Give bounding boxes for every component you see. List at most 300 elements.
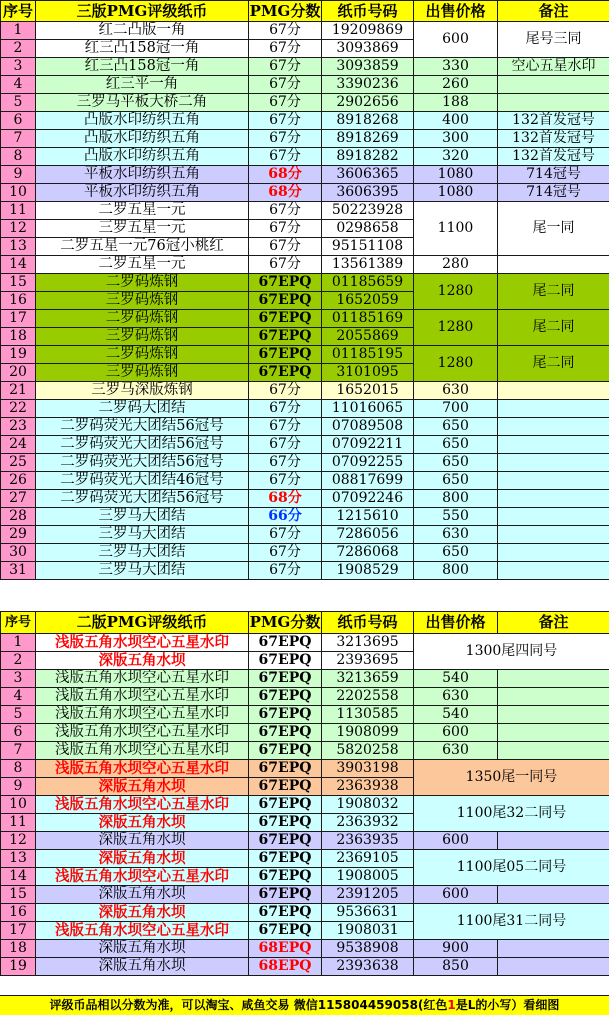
serial-number: 5820258 — [322, 742, 414, 760]
serial-number: 8918269 — [322, 130, 414, 148]
note-name: 凸版水印纺织五角 — [36, 112, 249, 130]
table-row — [1, 724, 609, 742]
serial-number: 95151108 — [322, 238, 414, 256]
sale-price: 1080 — [414, 184, 498, 202]
note-name: 深版五角水坝 — [36, 814, 249, 832]
pmg-score: 67分 — [249, 76, 322, 94]
table-row — [1, 22, 609, 40]
note-name: 二罗码炼钢 — [36, 274, 249, 292]
pmg-score: 68分 — [249, 184, 322, 202]
serial-number: 2369105 — [322, 850, 414, 868]
note-name: 二罗五星一元76冠小桃红 — [36, 238, 249, 256]
serial-number: 3093869 — [322, 40, 414, 58]
note-name: 红三凸158冠一角 — [36, 58, 249, 76]
sale-price: 540 — [414, 706, 498, 724]
pmg-score: 67分 — [249, 22, 322, 40]
serial-number: 0298658 — [322, 220, 414, 238]
remark — [498, 490, 609, 508]
row-index: 5 — [1, 706, 36, 724]
row-index: 1 — [1, 22, 36, 40]
pmg-score: 67分 — [249, 220, 322, 238]
serial-number: 1215610 — [322, 508, 414, 526]
serial-number: 2902656 — [322, 94, 414, 112]
sale-price: 1280 — [414, 346, 498, 382]
footer-text-2: 15804459058(红色 — [326, 998, 447, 1012]
note-name: 三罗马大团结 — [36, 544, 249, 562]
remark: 714冠号 — [498, 184, 609, 202]
row-index: 17 — [1, 922, 36, 940]
note-name: 二罗码荧光大团结56冠号 — [36, 454, 249, 472]
table-row — [1, 958, 609, 976]
note-name: 深版五角水坝 — [36, 652, 249, 670]
pmg-score: 67EPQ — [249, 832, 322, 850]
pmg-score: 67EPQ — [249, 814, 322, 832]
note-name: 浅版五角水坝空心五星水印 — [36, 634, 249, 652]
header-price: 出售价格 — [414, 612, 498, 634]
note-name: 深版五角水坝 — [36, 904, 249, 922]
remark — [498, 724, 609, 742]
remark — [498, 256, 609, 274]
sale-price: 540 — [414, 670, 498, 688]
row-index: 14 — [1, 868, 36, 886]
note-name: 二罗码荧光大团结56冠号 — [36, 418, 249, 436]
serial-number: 07092255 — [322, 454, 414, 472]
table-row — [1, 76, 609, 94]
remark — [498, 508, 609, 526]
table-row — [1, 562, 609, 580]
row-index: 3 — [1, 58, 36, 76]
table-row — [1, 274, 609, 292]
sale-price: 650 — [414, 472, 498, 490]
sale-price: 650 — [414, 436, 498, 454]
table-row — [1, 742, 609, 760]
sale-price: 1280 — [414, 310, 498, 346]
pmg-score: 67分 — [249, 418, 322, 436]
pmg-score: 67EPQ — [249, 670, 322, 688]
serial-number: 8918268 — [322, 112, 414, 130]
sale-price: 630 — [414, 742, 498, 760]
footer-text-3: 是L的小写）看细图 — [456, 998, 560, 1012]
pmg-score: 67分 — [249, 436, 322, 454]
row-index: 20 — [1, 364, 36, 382]
table-row — [1, 760, 609, 778]
serial-number: 3093859 — [322, 58, 414, 76]
pmg-score: 68EPQ — [249, 940, 322, 958]
header-index: 序号 — [1, 612, 36, 634]
sale-price: 1280 — [414, 274, 498, 310]
remark — [498, 472, 609, 490]
table-row — [1, 904, 609, 922]
serial-number: 3606365 — [322, 166, 414, 184]
sale-price: 650 — [414, 454, 498, 472]
group-price-remark: 1350尾一同号 — [414, 760, 609, 796]
table-row — [1, 436, 609, 454]
table-row — [1, 148, 609, 166]
table-row — [1, 832, 609, 850]
pmg-score: 67EPQ — [249, 364, 322, 382]
remark — [498, 436, 609, 454]
sale-price: 300 — [414, 130, 498, 148]
group-price-remark: 1100尾31二同号 — [414, 904, 609, 940]
header-remark: 备注 — [498, 1, 609, 22]
table-row — [1, 58, 609, 76]
table-row — [1, 130, 609, 148]
header-serial: 纸币号码 — [322, 1, 414, 22]
table-row — [1, 418, 609, 436]
remark: 空心五星水印 — [498, 58, 609, 76]
row-index: 7 — [1, 742, 36, 760]
note-name: 二罗五星一元 — [36, 202, 249, 220]
serial-number: 2202558 — [322, 688, 414, 706]
row-index: 11 — [1, 814, 36, 832]
remark — [498, 742, 609, 760]
note-name: 浅版五角水坝空心五星水印 — [36, 796, 249, 814]
table-row — [1, 850, 609, 868]
row-index: 8 — [1, 760, 36, 778]
table-row — [1, 166, 609, 184]
remark: 尾二同 — [498, 274, 609, 310]
serial-number: 3390236 — [322, 76, 414, 94]
remark: 尾二同 — [498, 346, 609, 382]
serial-number: 19209869 — [322, 22, 414, 40]
sale-price: 1100 — [414, 202, 498, 256]
sale-price: 280 — [414, 256, 498, 274]
remark: 132首发冠号 — [498, 112, 609, 130]
group-price-remark: 1100尾05二同号 — [414, 850, 609, 886]
row-index: 2 — [1, 652, 36, 670]
sale-price: 600 — [414, 886, 498, 904]
pmg-score: 67分 — [249, 256, 322, 274]
row-index: 26 — [1, 472, 36, 490]
row-index: 22 — [1, 400, 36, 418]
pmg-score: 67EPQ — [249, 904, 322, 922]
serial-number: 1130585 — [322, 706, 414, 724]
note-name: 浅版五角水坝空心五星水印 — [36, 706, 249, 724]
header-note-name: 三版PMG评级纸币 — [36, 1, 249, 22]
pmg-score: 67EPQ — [249, 796, 322, 814]
row-index: 18 — [1, 940, 36, 958]
pmg-score: 67EPQ — [249, 706, 322, 724]
remark — [498, 832, 609, 850]
sale-price: 700 — [414, 400, 498, 418]
row-index: 13 — [1, 850, 36, 868]
sale-price: 188 — [414, 94, 498, 112]
table-row — [1, 202, 609, 220]
header-score: PMG分数 — [249, 612, 322, 634]
serial-number: 2393695 — [322, 652, 414, 670]
row-index: 10 — [1, 184, 36, 202]
pmg-score: 67EPQ — [249, 688, 322, 706]
pmg-score: 68分 — [249, 166, 322, 184]
serial-number: 1908005 — [322, 868, 414, 886]
note-name: 三罗码炼钢 — [36, 364, 249, 382]
note-name: 三罗马大团结 — [36, 508, 249, 526]
table-row — [1, 310, 609, 328]
pmg-score: 67EPQ — [249, 652, 322, 670]
row-index: 16 — [1, 904, 36, 922]
note-name: 浅版五角水坝空心五星水印 — [36, 868, 249, 886]
serial-number: 1908032 — [322, 796, 414, 814]
table-row — [1, 112, 609, 130]
note-name: 深版五角水坝 — [36, 940, 249, 958]
table-row — [1, 544, 609, 562]
header-note-name: 二版PMG评级纸币 — [36, 612, 249, 634]
note-name: 三罗五星一元 — [36, 220, 249, 238]
sale-price: 900 — [414, 940, 498, 958]
row-index: 1 — [1, 634, 36, 652]
pmg-score: 67EPQ — [249, 292, 322, 310]
pmg-score: 67EPQ — [249, 274, 322, 292]
note-name: 凸版水印纺织五角 — [36, 130, 249, 148]
remark — [498, 76, 609, 94]
serial-number: 3213695 — [322, 634, 414, 652]
sale-price: 550 — [414, 508, 498, 526]
table-second-edition — [0, 611, 609, 976]
sale-price: 600 — [414, 832, 498, 850]
serial-number: 1908099 — [322, 724, 414, 742]
pmg-score: 67分 — [249, 148, 322, 166]
row-index: 25 — [1, 454, 36, 472]
note-name: 浅版五角水坝空心五星水印 — [36, 688, 249, 706]
serial-number: 7286056 — [322, 526, 414, 544]
note-name: 红三平一角 — [36, 76, 249, 94]
remark: 尾二同 — [498, 310, 609, 346]
note-name: 三罗马大团结 — [36, 526, 249, 544]
row-index: 16 — [1, 292, 36, 310]
note-name: 平板水印纺织五角 — [36, 166, 249, 184]
sale-price: 600 — [414, 22, 498, 58]
note-name: 深版五角水坝 — [36, 832, 249, 850]
row-index: 21 — [1, 382, 36, 400]
note-name: 红三凸158冠一角 — [36, 40, 249, 58]
remark: 714冠号 — [498, 166, 609, 184]
serial-number: 9536631 — [322, 904, 414, 922]
pmg-score: 67EPQ — [249, 850, 322, 868]
remark — [498, 670, 609, 688]
sale-price: 850 — [414, 958, 498, 976]
sale-price: 630 — [414, 382, 498, 400]
pmg-score: 67分 — [249, 238, 322, 256]
serial-number: 2055869 — [322, 328, 414, 346]
remark — [498, 706, 609, 724]
remark: 尾号三同 — [498, 22, 609, 58]
serial-number: 1652015 — [322, 382, 414, 400]
note-name: 深版五角水坝 — [36, 886, 249, 904]
serial-number: 3213659 — [322, 670, 414, 688]
serial-number: 07092246 — [322, 490, 414, 508]
sale-price: 630 — [414, 526, 498, 544]
remark: 尾一同 — [498, 202, 609, 256]
remark: 132首发冠号 — [498, 130, 609, 148]
table-row — [1, 454, 609, 472]
header-serial: 纸币号码 — [322, 612, 414, 634]
serial-number: 50223928 — [322, 202, 414, 220]
pmg-score: 67EPQ — [249, 724, 322, 742]
serial-number: 13561389 — [322, 256, 414, 274]
pmg-score: 66分 — [249, 508, 322, 526]
table-header-row — [1, 1, 609, 22]
sale-price: 1080 — [414, 166, 498, 184]
pmg-score: 67分 — [249, 526, 322, 544]
sale-price: 320 — [414, 148, 498, 166]
remark — [498, 562, 609, 580]
pmg-score: 67EPQ — [249, 634, 322, 652]
serial-number: 01185195 — [322, 346, 414, 364]
pmg-score: 68EPQ — [249, 958, 322, 976]
serial-number: 2391205 — [322, 886, 414, 904]
serial-number: 1908031 — [322, 922, 414, 940]
pmg-score: 67分 — [249, 112, 322, 130]
note-name: 浅版五角水坝空心五星水印 — [36, 922, 249, 940]
serial-number: 3101095 — [322, 364, 414, 382]
serial-number: 01185169 — [322, 310, 414, 328]
sale-price: 650 — [414, 544, 498, 562]
row-index: 11 — [1, 202, 36, 220]
note-name: 三罗马深版炼钢 — [36, 382, 249, 400]
pmg-score: 67EPQ — [249, 778, 322, 796]
group-price-remark: 1100尾32二同号 — [414, 796, 609, 832]
pmg-score: 67分 — [249, 454, 322, 472]
row-index: 6 — [1, 112, 36, 130]
pmg-score: 67分 — [249, 58, 322, 76]
pmg-score: 67EPQ — [249, 886, 322, 904]
row-index: 30 — [1, 544, 36, 562]
table-row — [1, 184, 609, 202]
remark — [498, 418, 609, 436]
pmg-score: 67EPQ — [249, 328, 322, 346]
note-name: 深版五角水坝 — [36, 958, 249, 976]
remark — [498, 382, 609, 400]
note-name: 浅版五角水坝空心五星水印 — [36, 724, 249, 742]
row-index: 27 — [1, 490, 36, 508]
row-index: 12 — [1, 832, 36, 850]
pmg-score: 67分 — [249, 130, 322, 148]
serial-number: 3903198 — [322, 760, 414, 778]
sale-price: 800 — [414, 490, 498, 508]
pmg-score: 67EPQ — [249, 346, 322, 364]
header-index: 序号 — [1, 1, 36, 22]
row-index: 19 — [1, 346, 36, 364]
remark — [498, 544, 609, 562]
pmg-score: 67分 — [249, 544, 322, 562]
sale-price: 330 — [414, 58, 498, 76]
table-row — [1, 706, 609, 724]
remark — [498, 886, 609, 904]
table-row — [1, 346, 609, 364]
serial-number: 07089508 — [322, 418, 414, 436]
serial-number: 2393638 — [322, 958, 414, 976]
row-index: 8 — [1, 148, 36, 166]
table-row — [1, 634, 609, 652]
table-row — [1, 886, 609, 904]
note-name: 三罗马平板大桥二角 — [36, 94, 249, 112]
note-name: 二罗码荧光大团结56冠号 — [36, 490, 249, 508]
remark — [498, 400, 609, 418]
serial-number: 2363935 — [322, 832, 414, 850]
serial-number: 9538908 — [322, 940, 414, 958]
note-name: 二罗码炼钢 — [36, 346, 249, 364]
note-name: 凸版水印纺织五角 — [36, 148, 249, 166]
pmg-score: 68分 — [249, 490, 322, 508]
pmg-score: 67EPQ — [249, 742, 322, 760]
pmg-score: 67EPQ — [249, 922, 322, 940]
sale-price: 600 — [414, 724, 498, 742]
pmg-score: 67EPQ — [249, 760, 322, 778]
row-index: 7 — [1, 130, 36, 148]
note-name: 浅版五角水坝空心五星水印 — [36, 670, 249, 688]
row-index: 31 — [1, 562, 36, 580]
pmg-score: 67分 — [249, 202, 322, 220]
table-row — [1, 940, 609, 958]
note-name: 二罗码荧光大团结46冠号 — [36, 472, 249, 490]
pmg-score: 67分 — [249, 562, 322, 580]
serial-number: 7286068 — [322, 544, 414, 562]
row-index: 13 — [1, 238, 36, 256]
row-index: 23 — [1, 418, 36, 436]
footer-note — [0, 995, 609, 1015]
row-index: 28 — [1, 508, 36, 526]
serial-number: 2363932 — [322, 814, 414, 832]
table-row — [1, 526, 609, 544]
remark: 132首发冠号 — [498, 148, 609, 166]
remark — [498, 958, 609, 976]
row-index: 2 — [1, 40, 36, 58]
group-price-remark: 1300尾四同号 — [414, 634, 609, 670]
table-header-row — [1, 612, 609, 634]
remark — [498, 526, 609, 544]
serial-number: 11016065 — [322, 400, 414, 418]
remark — [498, 94, 609, 112]
row-index: 9 — [1, 778, 36, 796]
table-row — [1, 670, 609, 688]
row-index: 24 — [1, 436, 36, 454]
serial-number: 8918282 — [322, 148, 414, 166]
row-index: 4 — [1, 76, 36, 94]
table-row — [1, 796, 609, 814]
row-index: 29 — [1, 526, 36, 544]
table-row — [1, 490, 609, 508]
row-index: 18 — [1, 328, 36, 346]
sale-price: 800 — [414, 562, 498, 580]
row-index: 15 — [1, 886, 36, 904]
row-index: 12 — [1, 220, 36, 238]
note-name: 三罗马大团结 — [36, 562, 249, 580]
pmg-score: 67分 — [249, 40, 322, 58]
pmg-score: 67分 — [249, 472, 322, 490]
table-row — [1, 472, 609, 490]
row-index: 10 — [1, 796, 36, 814]
row-index: 9 — [1, 166, 36, 184]
serial-number: 08817699 — [322, 472, 414, 490]
pmg-score: 67EPQ — [249, 310, 322, 328]
sale-price: 630 — [414, 688, 498, 706]
serial-number: 2363938 — [322, 778, 414, 796]
table-row — [1, 400, 609, 418]
row-index: 3 — [1, 670, 36, 688]
note-name: 二罗五星一元 — [36, 256, 249, 274]
row-index: 17 — [1, 310, 36, 328]
table-row — [1, 688, 609, 706]
footer-text-1: 评级币品相以分数为准，可以淘宝、咸鱼交易 微信1 — [50, 998, 327, 1012]
remark — [498, 940, 609, 958]
note-name: 深版五角水坝 — [36, 850, 249, 868]
pmg-score: 67分 — [249, 400, 322, 418]
header-score: PMG分数 — [249, 1, 322, 22]
sale-price: 260 — [414, 76, 498, 94]
serial-number: 1908529 — [322, 562, 414, 580]
row-index: 19 — [1, 958, 36, 976]
note-name: 深版五角水坝 — [36, 778, 249, 796]
